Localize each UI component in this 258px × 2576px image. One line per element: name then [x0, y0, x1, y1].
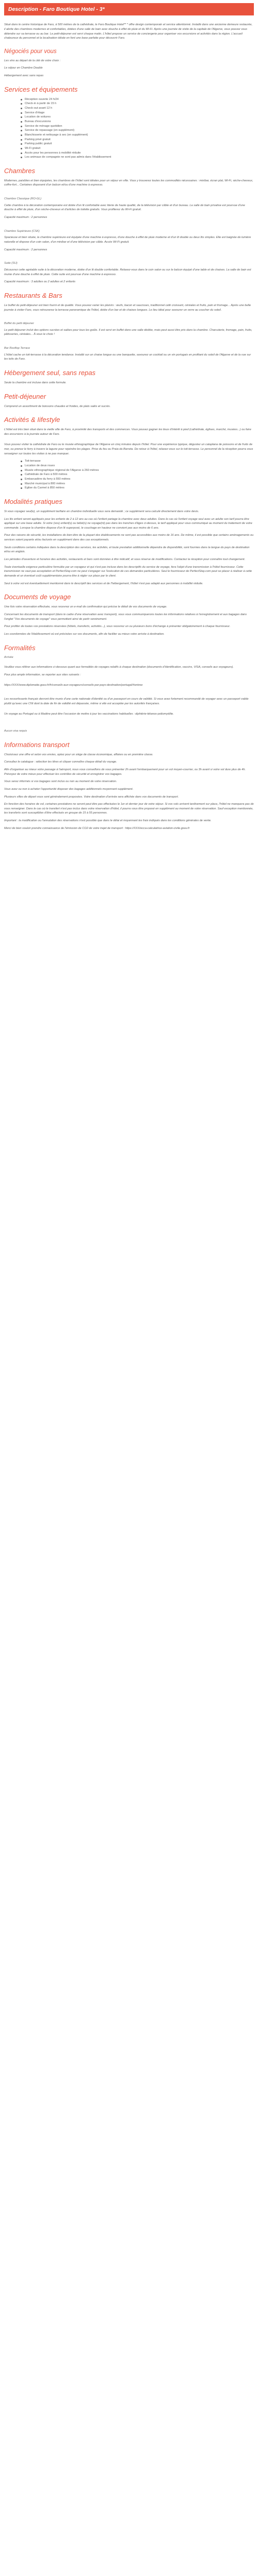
- transport-p: Consultez le catalogue : sélection les titres et cliquer connaître chaque détail du voyage.: [4, 760, 117, 764]
- heading-formalites: Formalités: [4, 643, 36, 652]
- heading-repas: Hébergement seul, sans repas: [4, 369, 96, 377]
- heading-services: Services et équipements: [4, 85, 78, 93]
- list-item: Service d'étage: [21, 111, 254, 115]
- list-item: Blanchisserie et nettoyage à sec (en supplément): [21, 133, 254, 138]
- list-item: Marché municipal à 800 mètres: [21, 482, 254, 486]
- heading-chambres: Chambres: [4, 166, 35, 175]
- list-item: Service de ménage quotidien: [21, 124, 254, 129]
- list-item: Parking privé gratuit: [21, 138, 254, 142]
- list-item: Toit-terrasse: [21, 459, 254, 464]
- documents-p: Une fois votre réservation effectuée, vous recevrez un e-mail de confirmation qui précise le détail de vos documents de voyage.: [4, 605, 167, 609]
- documents-p: Concernant les documents de transport (dans le cadre d'une réservation avec transport), vous vous communiquerons toutes les informations relatives à l'enregistrement et aux bagages dans l'onglet "Vos documents de voyage" vous permettant ainsi de partir sereinement.: [4, 613, 247, 621]
- repas-text: Seule la chambre est incluse dans cette formule.: [4, 381, 67, 384]
- room-name: Chambre Supérieure (CSK): [4, 229, 40, 233]
- list-item: Location de voitures: [21, 115, 254, 120]
- negocies-line: Le séjour en Chambre Double: [4, 66, 43, 70]
- transport-p: Afin d'organiser au mieux votre passage à l'aéroport, nous vous conseillons de vous présenter 2h avant l'embarquement pour un vol moyen-courrier, ou 3h avant si votre vol dure plus de 4h. Prévoyez de votre mieux pour effectuer les contrôles de sécurité et enregistrer vos bagages.: [4, 768, 246, 776]
- list-item: Cathédrale de Faro à 500 mètres: [21, 472, 254, 477]
- transport-p: Plusieurs villes de départ vous sont généralement proposées. Votre destination d'arrivée sera affichée dans vos documents de transport.: [4, 795, 179, 799]
- activites-p1: L'hôtel est très bien situé dans la vieille ville de Faro, à proximité des transports et des commerces. Vous pouvez gagner les lieux d'intérêt à pied (cathédrale, églises, marché, musées...) ou faire des excursions à la journée autour de Faro.: [4, 428, 251, 436]
- formalites-p: Les ressortissants français devront être munis d'une carte nationale d'identité ou d'un passeport en cours de validité. Si vous avez fortement recommandé de voyager avec un passeport valide plutôt qu'avec une CNI dont la date de fin de validité est dépassée, même si elle est acceptée par les autorités françaises.: [4, 698, 249, 705]
- formalites-sub: Aucun visa requis: [4, 730, 27, 733]
- transport-p: En fonction des horaires de vol, certaines prestations ne seront peut-être pas effectuées le 1er et dernier jour de votre séjour. Si vos vols arrivent tardivement sur place, l'hôtel ne manquera pas de vous renseigner. Dans le cas où le transfert n'est pas inclus dans votre réservation d'hôtel, il pourra vous être proposé en supplément au moment de votre réservation. Sauf exception mentionnée, les transferts sont susceptibles d'être effectués en groupe de 15 à 55 personnes.: [4, 803, 254, 815]
- restaurant-name: Buffet du petit déjeuner: [4, 322, 34, 326]
- page-title: Description - Faro Boutique Hotel - 3*: [4, 3, 254, 15]
- modalites-p: Seul à votre vol est éventuellement mentionné dans le descriptif des services et de l'hébergement, l'hôtel n'est pas adapté aux personnes à mobilité réduite.: [4, 582, 203, 585]
- heading-negocies: Négociés pour vous: [4, 48, 57, 55]
- list-item: Check-in à partir de 15 h: [21, 101, 254, 106]
- room-capacity: Capacité maximum : 2 personnes: [4, 248, 47, 251]
- petitdej-text: Comprend un assortiment de boissons chaudes et froides, de plats salés et sucrés.: [4, 404, 111, 408]
- restaurant-name: Bar Rooftop Terrace: [4, 347, 30, 350]
- room-desc: Spacieuse et bien située, la chambre supérieure est équipée d'une machine à espresso, d'une douche à effet de pluie moderne et d'un lit double ou deux lits simples. Elle est baignée de lumière naturelle et dispose d'un coin salon, d'un minibar et d'une télévision par câble. Accès Wi-Fi gratuit.: [4, 236, 251, 244]
- activites-list: [4, 459, 254, 490]
- transport-p: Choisissez une offre et selon vos envies, optez pour un siège de classe économique, affaires ou en première classe.: [4, 753, 153, 756]
- modalites-p: Pour des raisons de sécurité, les installations de bien-être de la plupart des établissements ne sont pas accessibles aux moins de 16 ans. De même, il est possible que certains aménagements ou services soient payants et/ou facturés en supplément dans des cas exceptionnels.: [4, 534, 254, 542]
- formalites-p: Un voyage au Portugal ou à Madère peut être l'occasion de mettre à jour les vaccinations habituelles : diphtérie-tétanos-poliomyélite.: [4, 713, 174, 716]
- restaurants-intro: Le buffet du petit-déjeuner est bien fourni et de qualité. Vous pouvez varier les plaisirs : œufs, bacon et saucisses, traditionnel café croissant, céréales et fruits, pain et fromage... Après une belle journée à visiter Faro, vous retrouverez la terrasse panoramique de l'hôtel, dotée d'un bar et de chaises longues. Le lieu idéal pour savourer un verre au coucher du soleil.: [4, 303, 251, 312]
- restaurant-desc: L'hôtel cache un toit-terrasse à la décoration tendance. Installé sur un chaise longue ou une banquette, savourez un cocktail ou un vin portugais en profitant du soleil de l'Algarve et de la vue sur les toits de Faro.: [4, 353, 251, 361]
- negocies-line: Les vins au départ de la cité de votre choix :: [4, 59, 61, 62]
- formalites-p: Pour plus ample information, se reporter aux sites suivants :: [4, 673, 81, 676]
- heading-documents: Documents de voyage: [4, 593, 71, 601]
- list-item: Embarcadère du ferry à 550 mètres: [21, 477, 254, 482]
- formalites-sub: Arrivée: [4, 656, 13, 659]
- list-item: Réception ouverte 24 h/24: [21, 97, 254, 102]
- formalites-p: Veuillez vous référer aux informations ci-dessous quant aux formalités de voyages relatifs à chaque destination (documents d'identification, vaccins, VISA, conseils aux voyageurs).: [4, 666, 234, 669]
- negocies-line: Hébergement avec sans repas: [4, 74, 44, 78]
- heading-activites: Activités & Iifestyle: [4, 416, 60, 424]
- list-item: Location de deux roues: [21, 464, 254, 468]
- room-desc: Cette chambre à la décoration contemporaine est dotée d'un lit confortable avec literie de haute qualité, de la télévision par câble et d'un bureau. La salle de bain privative est pourvue d'une douche à effet de pluie, d'un sèche-cheveux et d'articles de toilette gratuits. Vous profiterez du Wi-Fi gratuit.: [4, 204, 245, 212]
- restaurant-desc: Le petit déjeuner inclut des options sucrées et salées pour tous les goûts. Il est servi en buffet dans une salle dédiée, mais peut aussi être pris dans la chambre. Charcuterie, fromage, pain, fruits, pâtisseries, céréales... À vous le choix !: [4, 328, 252, 336]
- list-item: Les animaux de compagnie ne sont pas admis dans l'établissement: [21, 155, 254, 160]
- transport-link[interactable]: Merci de bien vouloir prendre connaissance de l'émission de CO2 de votre trajet de transport : https://XXX/ecca-calculatrice-aviation-civile.gouv.fr: [4, 826, 190, 830]
- modalites-p: Toute éventuelle exigence particulière formulée par un voyageur et qui n'est pas incluse dans les descriptifs du service de voyage, fera l'objet d'une transmission à l'hôtel fournisseur. Cette transmission ne vaut pas acceptation et PerfectStay.com ne peut s'engager sur l'exécution de ces demandes particulières. Seul le fournisseur de PerfectStay.com peut se placer à réaliser à cette demande et un éventuel coût supplémentaire pourra être à régler sur place par le client.: [4, 565, 252, 578]
- services-list: [4, 97, 254, 160]
- list-item: Check-out avant 12 h: [21, 106, 254, 111]
- heading-petitdej: Petit-déjeuner: [4, 392, 46, 400]
- transport-p: Vous serez informés si vos bagages sont inclus ou non au moment de votre réservation.: [4, 780, 117, 784]
- modalites-p: Les périodes d'ouverture et horaires des activités, restaurants et bars sont données à titre indicatif, et sous réserve de modifications. Contactez la réception pour connaître tout changement.: [4, 558, 246, 562]
- list-item: Wi-Fi gratuit: [21, 146, 254, 151]
- room-capacity: Capacité maximum : 3 adultes ou 2 adultes et 2 enfants: [4, 280, 76, 284]
- intro-text: Situé dans le centre historique de Faro, à 500 mètres de la cathédrale, le Faro Boutique Hotel** * offre design contemporain et service attentionné. Installé dans une ancienne demeure restaurée, il abrite des chambres modernes et confortables, dotées d'une salle de bain avec douche à effet de pluie et du Wi-Fi. Après une journée de visite de la capitale de l'Algarve, vous pouvez vous détendre sur sa terrasse ou au bar. Le petit-déjeuner est servi chaque matin. L'hôtel propose un service de conciergerie pour organiser vos excursions et activités dans la région. L'accueil chaleureux du personnel et la localisation idéale en font une base parfaite pour découvrir Faro.: [4, 23, 253, 40]
- modalites-p: Seuls conditions certains indiquées dans la description des services, les activités, et toute prestation additionnelle dépendra de disponibilité, sont fournies dans la langue du pays de destination et/ou en anglais.: [4, 546, 250, 554]
- heading-transport: Informations transport: [4, 740, 70, 749]
- documents-p: Les coordonnées de l'établissement où est précisées sur vos documents, afin de faciliter au mieux votre arrivée à destination.: [4, 632, 165, 636]
- list-item: Église du Carmel à 850 mètres: [21, 486, 254, 490]
- list-item: Service de repassage (en supplément): [21, 128, 254, 133]
- transport-p: Vous avez ou non à acheter l'opportunité disposer des bagages additionnels moyennant supplément.: [4, 787, 134, 791]
- chambres-intro: Modernes, paisibles et bien équipées, les chambres de l'hôtel sont idéales pour un séjour en ville. Vous y trouverez toutes les commodités nécessaires : minibar, écran plat, Wi-Fi, sèche-cheveux, coffre-fort... Certaines disposent d'un balcon et/ou d'une machine à espresso.: [4, 179, 253, 187]
- transport-p: Important : la modification ou l'annulation des réservations n'est possible que dans le délai et moyennant les frais indiqués dans les conditions générales de vente.: [4, 819, 212, 823]
- room-name: Chambre Classique (RO-GL): [4, 197, 42, 201]
- formalites-link[interactable]: https://XXX/www.diplomatie.gouv.fr/fr/conseils-aux-voyageurs/conseils-par-pays-destination/portugal/#entree: [4, 684, 143, 687]
- modalites-p: Les lits enfant seront appliqués pour les enfants de 2 à 12 ans au cas où l'enfant partage la chambre avec deux adultes. Dans le cas où l'enfant voyage seul avec un adulte son tarif pourra être appliqué sur une base adulte. Si votre (vos) enfant(s) ou bébé(s) ne voyage(nt) pas dans les tranches d'âges ci-dessus, le tarif appliqué pour vous communiqué au moment du traitement de votre commande. Lorsque la chambre dispose d'un lit superposé, le couchage en hauteur ne convient pas aux moins de 6 ans.: [4, 517, 252, 530]
- room-capacity: Capacité maximum : 2 personnes: [4, 216, 47, 219]
- room-name: Suite (SU): [4, 262, 18, 265]
- list-item: Parking public gratuit: [21, 142, 254, 146]
- heading-modalites: Modalités pratiques: [4, 497, 62, 505]
- room-desc: Découvrez cette agréable suite à la décoration moderne, dotée d'un lit double confortable. Relaxez-vous dans le coin salon ou sur le balcon équipé d'une table et de chaises. La salle de bain est munie d'une douche à effet de pluie. Cette suite est pourvue d'une machine à espresso.: [4, 268, 251, 276]
- modalites-p: Si vous voyagez seul(e), un supplément tarifaire en chambre individuelle vous sera demandé ; ce supplément sera calculé directement dans votre devis.: [4, 510, 199, 513]
- list-item: Bureau d'excursions: [21, 120, 254, 124]
- heading-restaurants: Restaurants & Bars: [4, 291, 62, 299]
- activites-p2: Vous pouvez visiter la cathédrale de Faro ou le musée ethnographique de l'Algarve en cinq minutes depuis l'hôtel. Pour une expérience typique, dégustez un cataplana de poissons et de fruits de mer, ou prenez le ferry à travers la lagune pour rejoindre les plages. Prise du feu ou Praia da Barreta. De retour à l'hôtel, relaxez-vous sur le toit-terrasse. Le personnel de la réception pourra vous renseigner sur toutes les visites à ne pas manquer.: [4, 443, 253, 455]
- documents-p: Pour profiter de toutes vos prestations réservées (hôtels, transferts, activités...), vous recevrez un ou plusieurs bons d'échange à présenter obligatoirement à chaque fournisseur.: [4, 625, 231, 629]
- list-item: Accès pour les personnes à mobilité réduite: [21, 151, 254, 156]
- list-item: Musée ethnographique régional de l'Algarve à 260 mètres: [21, 468, 254, 473]
- page: [0, 0, 258, 831]
